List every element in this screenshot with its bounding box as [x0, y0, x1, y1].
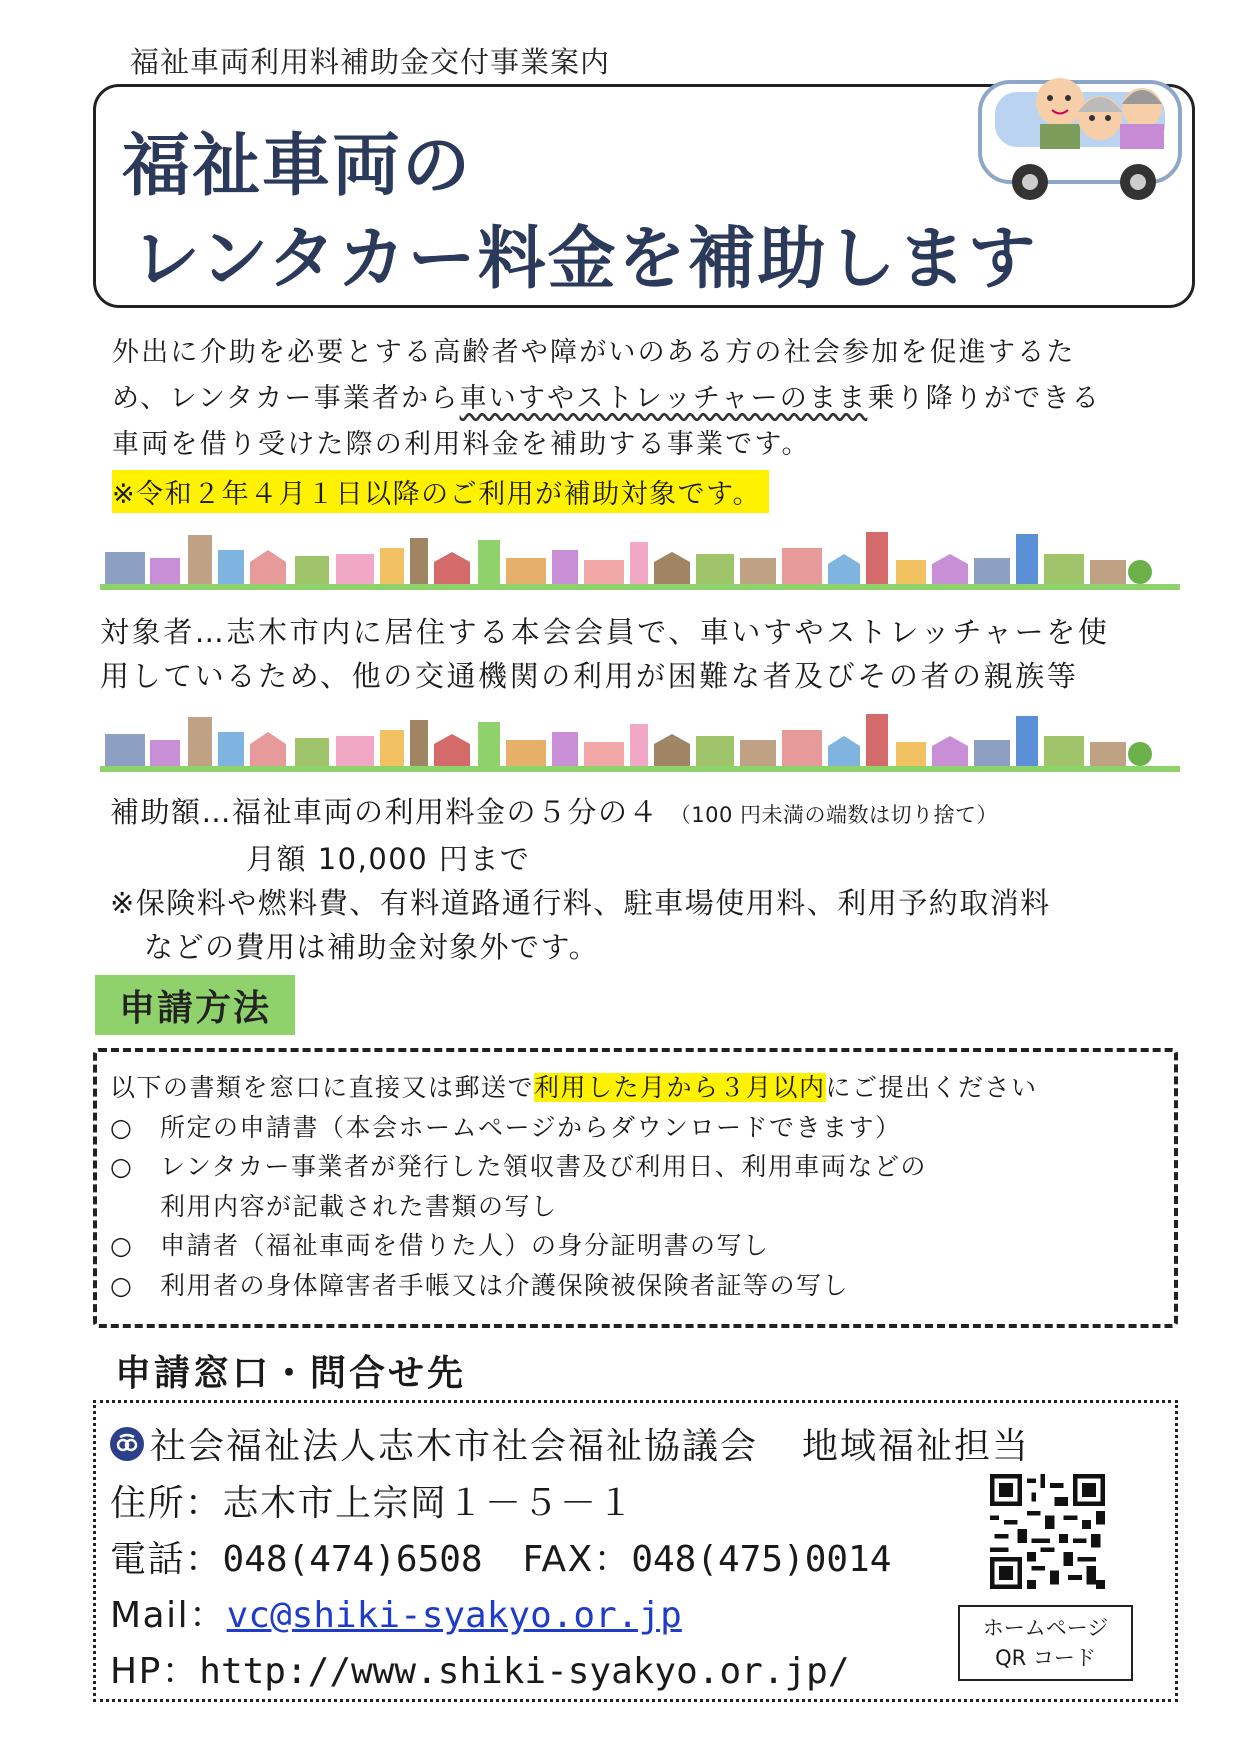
mail-label: Mail： [110, 1595, 227, 1636]
council-logo-icon [110, 1427, 144, 1461]
qr-code-label [958, 1605, 1133, 1681]
address-label: 住所： [110, 1483, 223, 1524]
hp-label: HP： [110, 1651, 200, 1692]
organization-line [110, 1418, 1030, 1469]
tel-label: 電話： [110, 1539, 223, 1580]
apply-deadline-highlight: 利用した月から３月以内 [534, 1073, 826, 1102]
city-skyline-divider [100, 530, 1180, 590]
list-item [110, 1108, 1038, 1148]
page-title-line2: レンタカー料金を補助します [132, 220, 1038, 299]
intro-paragraph [112, 330, 1101, 468]
email-link[interactable]: vc@shiki-syakyo.or.jp [226, 1595, 682, 1636]
intro-line2-emphasis: 車いすやストレッチャーのまま [459, 383, 868, 414]
qr-code-icon[interactable] [990, 1474, 1105, 1589]
department-name: 地域福祉担当 [802, 1426, 1031, 1467]
contact-heading: 申請窓口・問合せ先 [115, 1353, 467, 1394]
list-item [110, 1147, 1038, 1187]
bullet-circle: ○ [110, 1270, 134, 1300]
intro-line2-pre: め、レンタカー事業者から [112, 383, 460, 414]
subtitle: 福祉車両利用料補助金交付事業案内 [130, 45, 611, 79]
intro-line3: 車両を借り受けた際の利用料金を補助する事業です。 [112, 429, 811, 460]
amount-main: 補助額…福祉車両の利用料金の５分の４ [110, 795, 660, 829]
amount-exclusion-line1: ※保険料や燃料費、有料道路通行料、駐車場使用料、利用予約取消料 [110, 886, 1051, 920]
list-item-text: 申請者（福祉車両を借りた人）の身分証明書の写し [160, 1231, 770, 1260]
apply-document-list [110, 1068, 1038, 1305]
target-line1: 対象者…志木市内に居住する本会会員で、車いすやストレッチャーを使 [100, 615, 1110, 649]
intro-line2 [112, 376, 1101, 422]
page-title-line1: 福祉車両の [122, 127, 473, 206]
amount-note: （100 円未満の端数は切り捨て） [669, 803, 998, 827]
amount-exclusion-line2: などの費用は補助金対象外です。 [144, 930, 600, 964]
tel-value: 048(474)6508 [222, 1539, 483, 1580]
phone-line [110, 1531, 891, 1582]
homepage-url: http://www.shiki-syakyo.or.jp/ [199, 1651, 850, 1692]
apply-method-heading: 申請方法 [95, 975, 295, 1035]
list-item [110, 1266, 1038, 1306]
intro-line2-post: 乗り降りができる [867, 383, 1101, 414]
target-line2: 用しているため、他の交通機関の利用が困難な者及びその者の親族等 [100, 659, 1079, 693]
organization-name: 社会福祉法人志木市社会福祉協議会 [150, 1426, 759, 1467]
city-skyline-divider-2 [100, 712, 1180, 772]
apply-intro [110, 1068, 1038, 1108]
mail-line [110, 1587, 682, 1638]
list-item [110, 1226, 1038, 1266]
target-paragraph [100, 610, 1109, 698]
fax-label: FAX： [522, 1539, 632, 1580]
list-item-continuation: 利用内容が記載された書類の写し [160, 1191, 558, 1221]
list-item-text: 利用者の身体障害者手帳又は介護保険被保険者証等の写し [160, 1270, 850, 1300]
homepage-line [110, 1643, 850, 1694]
qr-label-line1: ホームページ [982, 1616, 1109, 1640]
address-line [110, 1475, 635, 1526]
amount-section [110, 790, 1051, 969]
intro-line1: 外出に介助を必要とする高齢者や障がいのある方の社会参加を促進するた [112, 337, 1076, 368]
notice-highlight: ※令和２年４月１日以降のご利用が補助対象です。 [112, 470, 769, 513]
apply-intro-post: にご提出ください [825, 1073, 1038, 1102]
apply-intro-pre: 以下の書類を窓口に直接又は郵送で [110, 1073, 535, 1102]
list-item-text: 所定の申請書（本会ホームページからダウンロードできます） [160, 1112, 902, 1142]
amount-monthly-limit: 月額 10,000 円まで [246, 842, 531, 876]
qr-label-line2: QR コード [995, 1646, 1096, 1670]
bullet-circle: ○ [110, 1112, 134, 1142]
welfare-van-illustration [970, 62, 1190, 212]
bullet-circle: ○ [110, 1231, 134, 1260]
fax-value: 048(475)0014 [631, 1539, 892, 1580]
amount-line1 [110, 790, 1051, 837]
address-value: 志木市上宗岡１－５－１ [222, 1483, 636, 1524]
list-item-text: レンタカー事業者が発行した領収書及び利用日、利用車両などの [160, 1152, 927, 1181]
bullet-circle: ○ [110, 1152, 134, 1181]
